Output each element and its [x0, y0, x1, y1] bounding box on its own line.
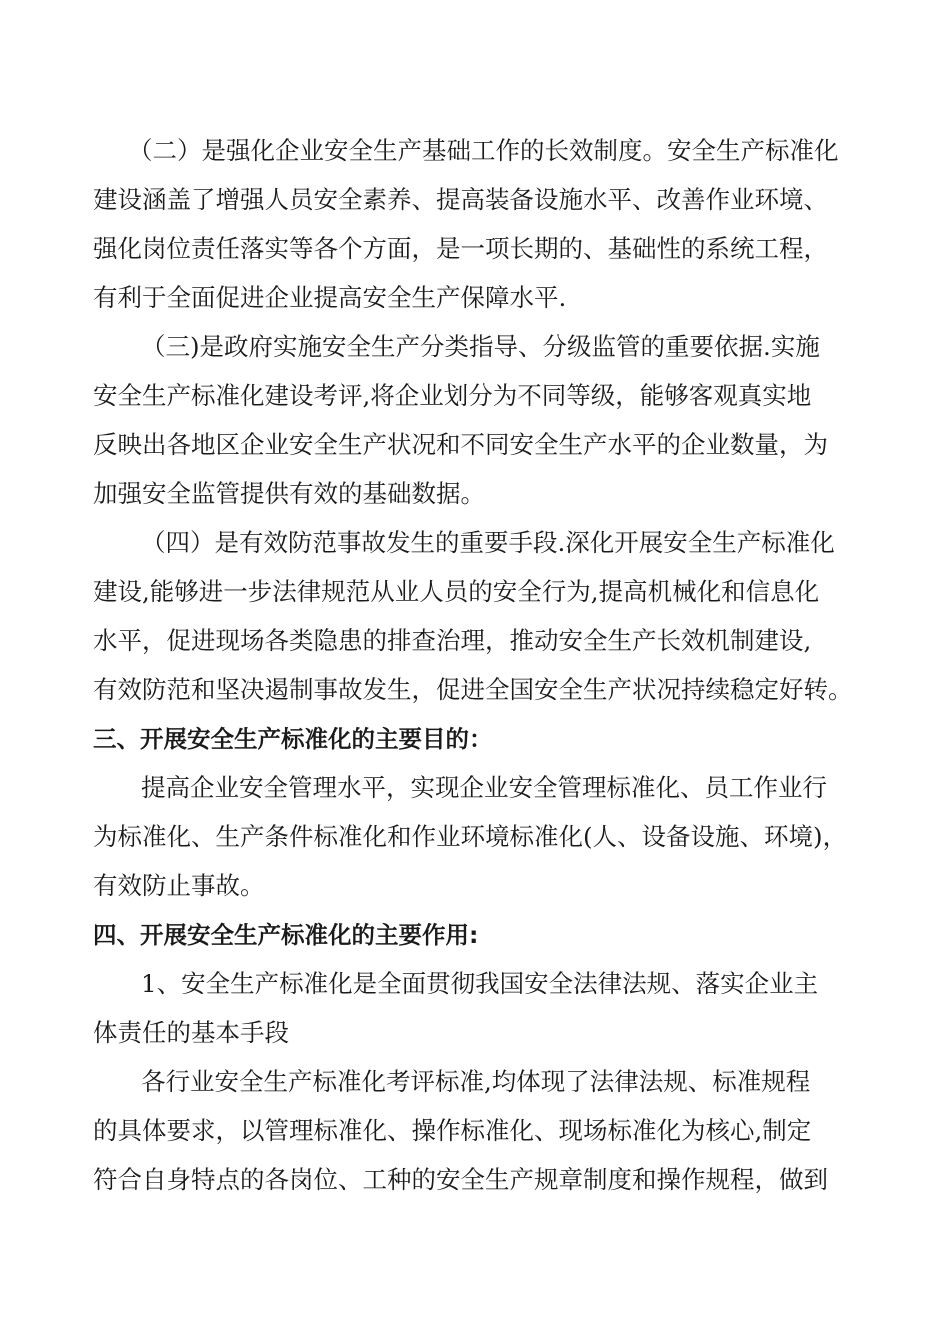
paragraph-2-line-1: （二）是强化企业安全生产基础工作的长效制度。安全生产标准化	[128, 136, 839, 165]
purpose-line-1: 提高企业安全管理水平，实现企业安全管理标准化、员工作业行	[141, 773, 827, 802]
role-body-line-1: 各行业安全生产标准化考评标准,均体现了法律法规、标准规程	[141, 1067, 811, 1096]
paragraph-2-line-4: 有利于全面促进企业提高安全生产保障水平.	[93, 283, 567, 312]
paragraph-4-line-4: 有效防范和坚决遏制事故发生，促进全国安全生产状况持续稳定好转。	[93, 675, 853, 704]
role-body-line-3: 符合自身特点的各岗位、工种的安全生产规章制度和操作规程，做到	[93, 1165, 828, 1194]
paragraph-3-line-2: 安全生产标准化建设考评,将企业划分为不同等级，能够客观真实地	[93, 381, 812, 410]
role-item-1-line-1: 1、安全生产标准化是全面贯彻我国安全法律法规、落实企业主	[141, 969, 819, 998]
paragraph-3-line-1: （三)是政府实施安全生产分类指导、分级监管的重要依据.实施	[141, 332, 820, 361]
purpose-line-3: 有效防止事故。	[93, 871, 265, 900]
role-body-line-2: 的具体要求，以管理标准化、操作标准化、现场标准化为核心,制定	[93, 1116, 812, 1145]
purpose-line-2: 为标准化、生产条件标准化和作业环境标准化(人、设备设施、环境)，	[93, 822, 848, 851]
role-item-1-line-2: 体责任的基本手段	[93, 1018, 289, 1047]
paragraph-4-line-3: 水平，促进现场各类隐患的排查治理，推动安全生产长效机制建设,	[93, 626, 812, 655]
paragraph-4-line-1: （四）是有效防范事故发生的重要手段.深化开展安全生产标准化	[141, 528, 835, 557]
paragraph-2-line-2: 建设涵盖了增强人员安全素养、提高装备设施水平、改善作业环境、	[93, 185, 828, 214]
paragraph-2-line-3: 强化岗位责任落实等各个方面，是一项长期的、基础性的系统工程，	[93, 234, 828, 263]
paragraph-3-line-4: 加强安全监管提供有效的基础数据。	[93, 479, 485, 508]
paragraph-3-line-3: 反映出各地区企业安全生产状况和不同安全生产水平的企业数量，为	[93, 430, 828, 459]
paragraph-4-line-2: 建设,能够进一步法律规范从业人员的安全行为,提高机械化和信息化	[93, 577, 820, 606]
section-heading-role: 四、开展安全生产标准化的主要作用:	[93, 921, 479, 949]
section-heading-purpose: 三、开展安全生产标准化的主要目的：	[93, 725, 493, 753]
